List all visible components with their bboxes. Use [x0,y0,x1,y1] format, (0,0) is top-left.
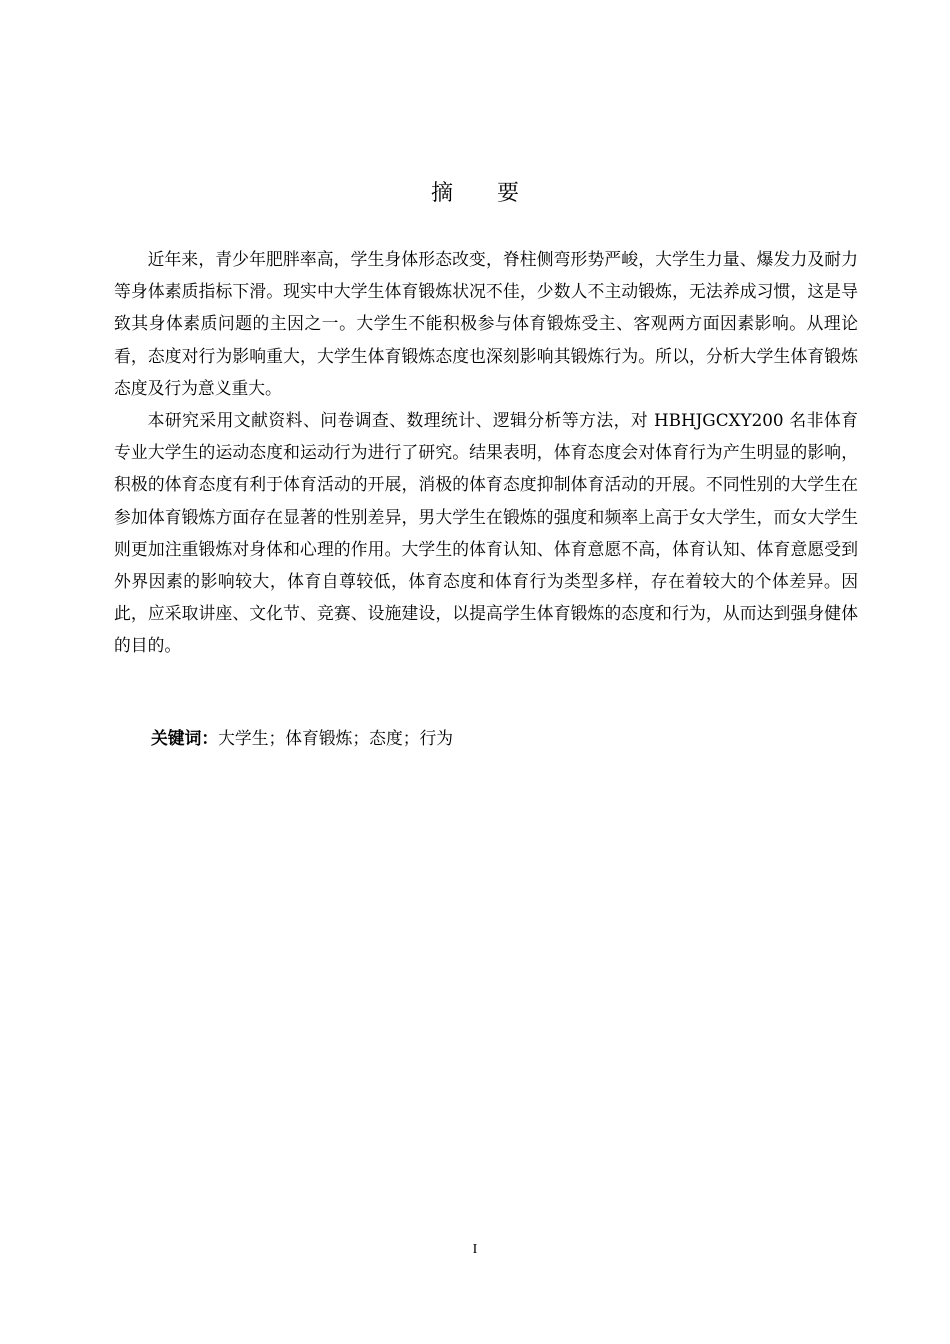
abstract-body [114,243,858,662]
page-number: I [472,1242,478,1257]
abstract-paragraph-1: 近年来，青少年肥胖率高，学生身体形态改变，脊柱侧弯形势严峻，大学生力量、爆发力及耐力等身体素质指标下滑。现实中大学生体育锻炼状况不佳，少数人不主动锻炼，无法养成习惯，这是导致其身体素质问题的主因之一。大学生不能积极参与体育锻炼受主、客观两方面因素影响。从理论看，态度对行为影响重大，大学生体育锻炼态度也深刻影响其锻炼行为。所以，分析大学生体育锻炼态度及行为意义重大。 [114,249,858,398]
title-char: 摘 [430,181,453,206]
page-title [0,176,950,212]
keywords-line [151,722,851,754]
abstract-paragraph-2: 本研究采用文献资料、问卷调查、数理统计、逻辑分析等方法，对 HBHJGCXY200 名非体育专业大学生的运动态度和运动行为进行了研究。结果表明，体育态度会对体育行为产生明显的影响，积极的体育态度有利于体育活动的开展，消极的体育态度抑制体育活动的开展。不同性别的大学生在参加体育锻炼方面存在显著的性别差异，男大学生在锻炼的强度和频率上高于女大学生，而女大学生则更加注重锻炼对身体和心理的作用。大学生的体育认知、体育意愿不高，体育认知、体育意愿受到外界因素的影响较大，体育自尊较低，体育态度和体育行为类型多样，存在着较大的个体差异。因此，应采取讲座、文化节、竞赛、设施建设，以提高学生体育锻炼的态度和行为，从而达到强身健体的目的。 [114,410,858,656]
title-char: 要 [497,181,520,206]
keywords-label: 关键词： [151,728,219,748]
keywords-value: 大学生；体育锻炼；态度；行为 [218,728,454,748]
